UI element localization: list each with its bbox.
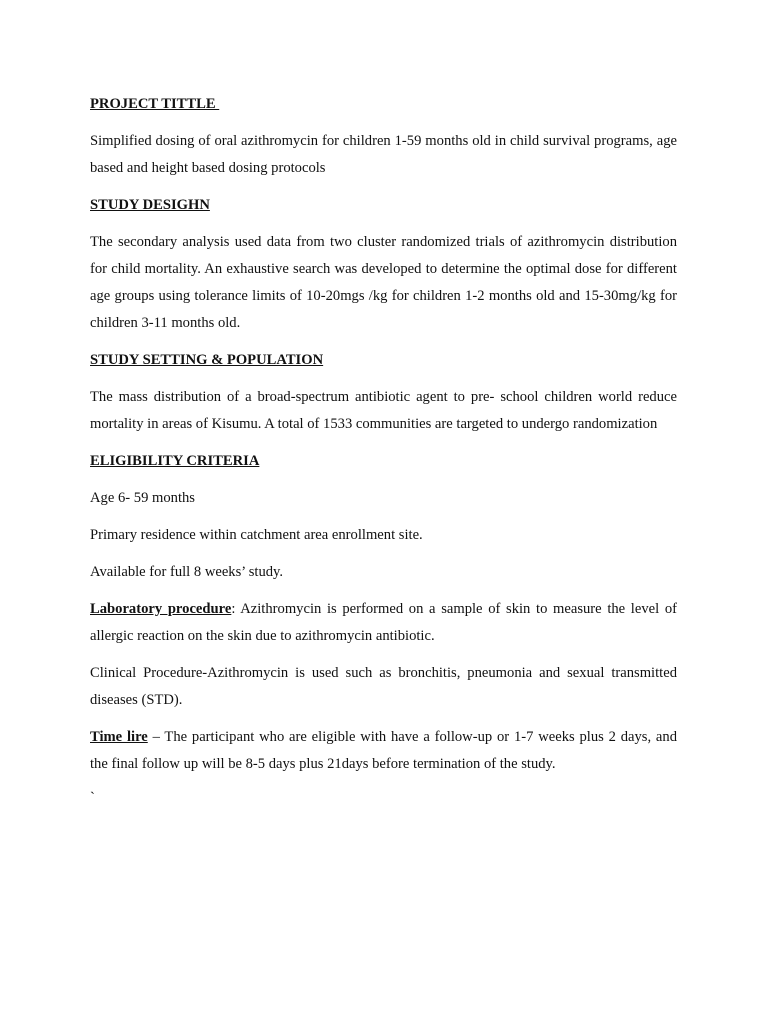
study-design-heading: STUDY DESIGHN — [90, 197, 210, 213]
laboratory-procedure-text: : Azithromycin is performed on a sample of skin to measure the level of allergic reaction on the skin due to azithromycin antibiotic. — [90, 601, 677, 644]
eligibility-item-availability: Available for full 8 weeks’ study. — [90, 564, 284, 580]
timeline-label: Time lire — [90, 729, 148, 745]
project-title-heading: PROJECT TITTLE — [90, 96, 220, 112]
timeline-text: – The participant who are eligible with have a follow-up or 1-7 weeks plus 2 days, and the final follow up will be 8-5 days plus 21days before termination of the study. — [90, 729, 677, 772]
trailing-mark: ` — [90, 790, 95, 806]
laboratory-procedure-paragraph — [90, 596, 677, 650]
eligibility-heading: ELIGIBILITY CRITERIA — [90, 453, 260, 469]
clinical-procedure-text: Clinical Procedure-Azithromycin is used such as bronchitis, pneumonia and sexual transmitted diseases (STD). — [90, 665, 677, 708]
eligibility-item-residence: Primary residence within catchment area enrollment site. — [90, 527, 423, 543]
project-title-text: Simplified dosing of oral azithromycin for children 1-59 months old in child survival programs, age based and height based dosing protocols — [90, 133, 677, 176]
document-page — [90, 91, 677, 808]
timeline-paragraph — [90, 724, 677, 778]
study-design-text: The secondary analysis used data from two cluster randomized trials of azithromycin distribution for child mortality. An exhaustive search was developed to determine the optimal dose for different age groups using tolerance limits of 10-20mgs /kg for children 1-2 months old and 15-30mg/kg for children 3-11 months old. — [90, 234, 677, 331]
eligibility-item-age: Age 6- 59 months — [90, 490, 195, 506]
study-setting-text: The mass distribution of a broad-spectrum antibiotic agent to pre- school children world reduce mortality in areas of Kisumu. A total of 1533 communities are targeted to undergo randomization — [90, 389, 677, 432]
study-setting-heading: STUDY SETTING & POPULATION — [90, 352, 324, 368]
laboratory-procedure-label: Laboratory procedure — [90, 601, 232, 617]
